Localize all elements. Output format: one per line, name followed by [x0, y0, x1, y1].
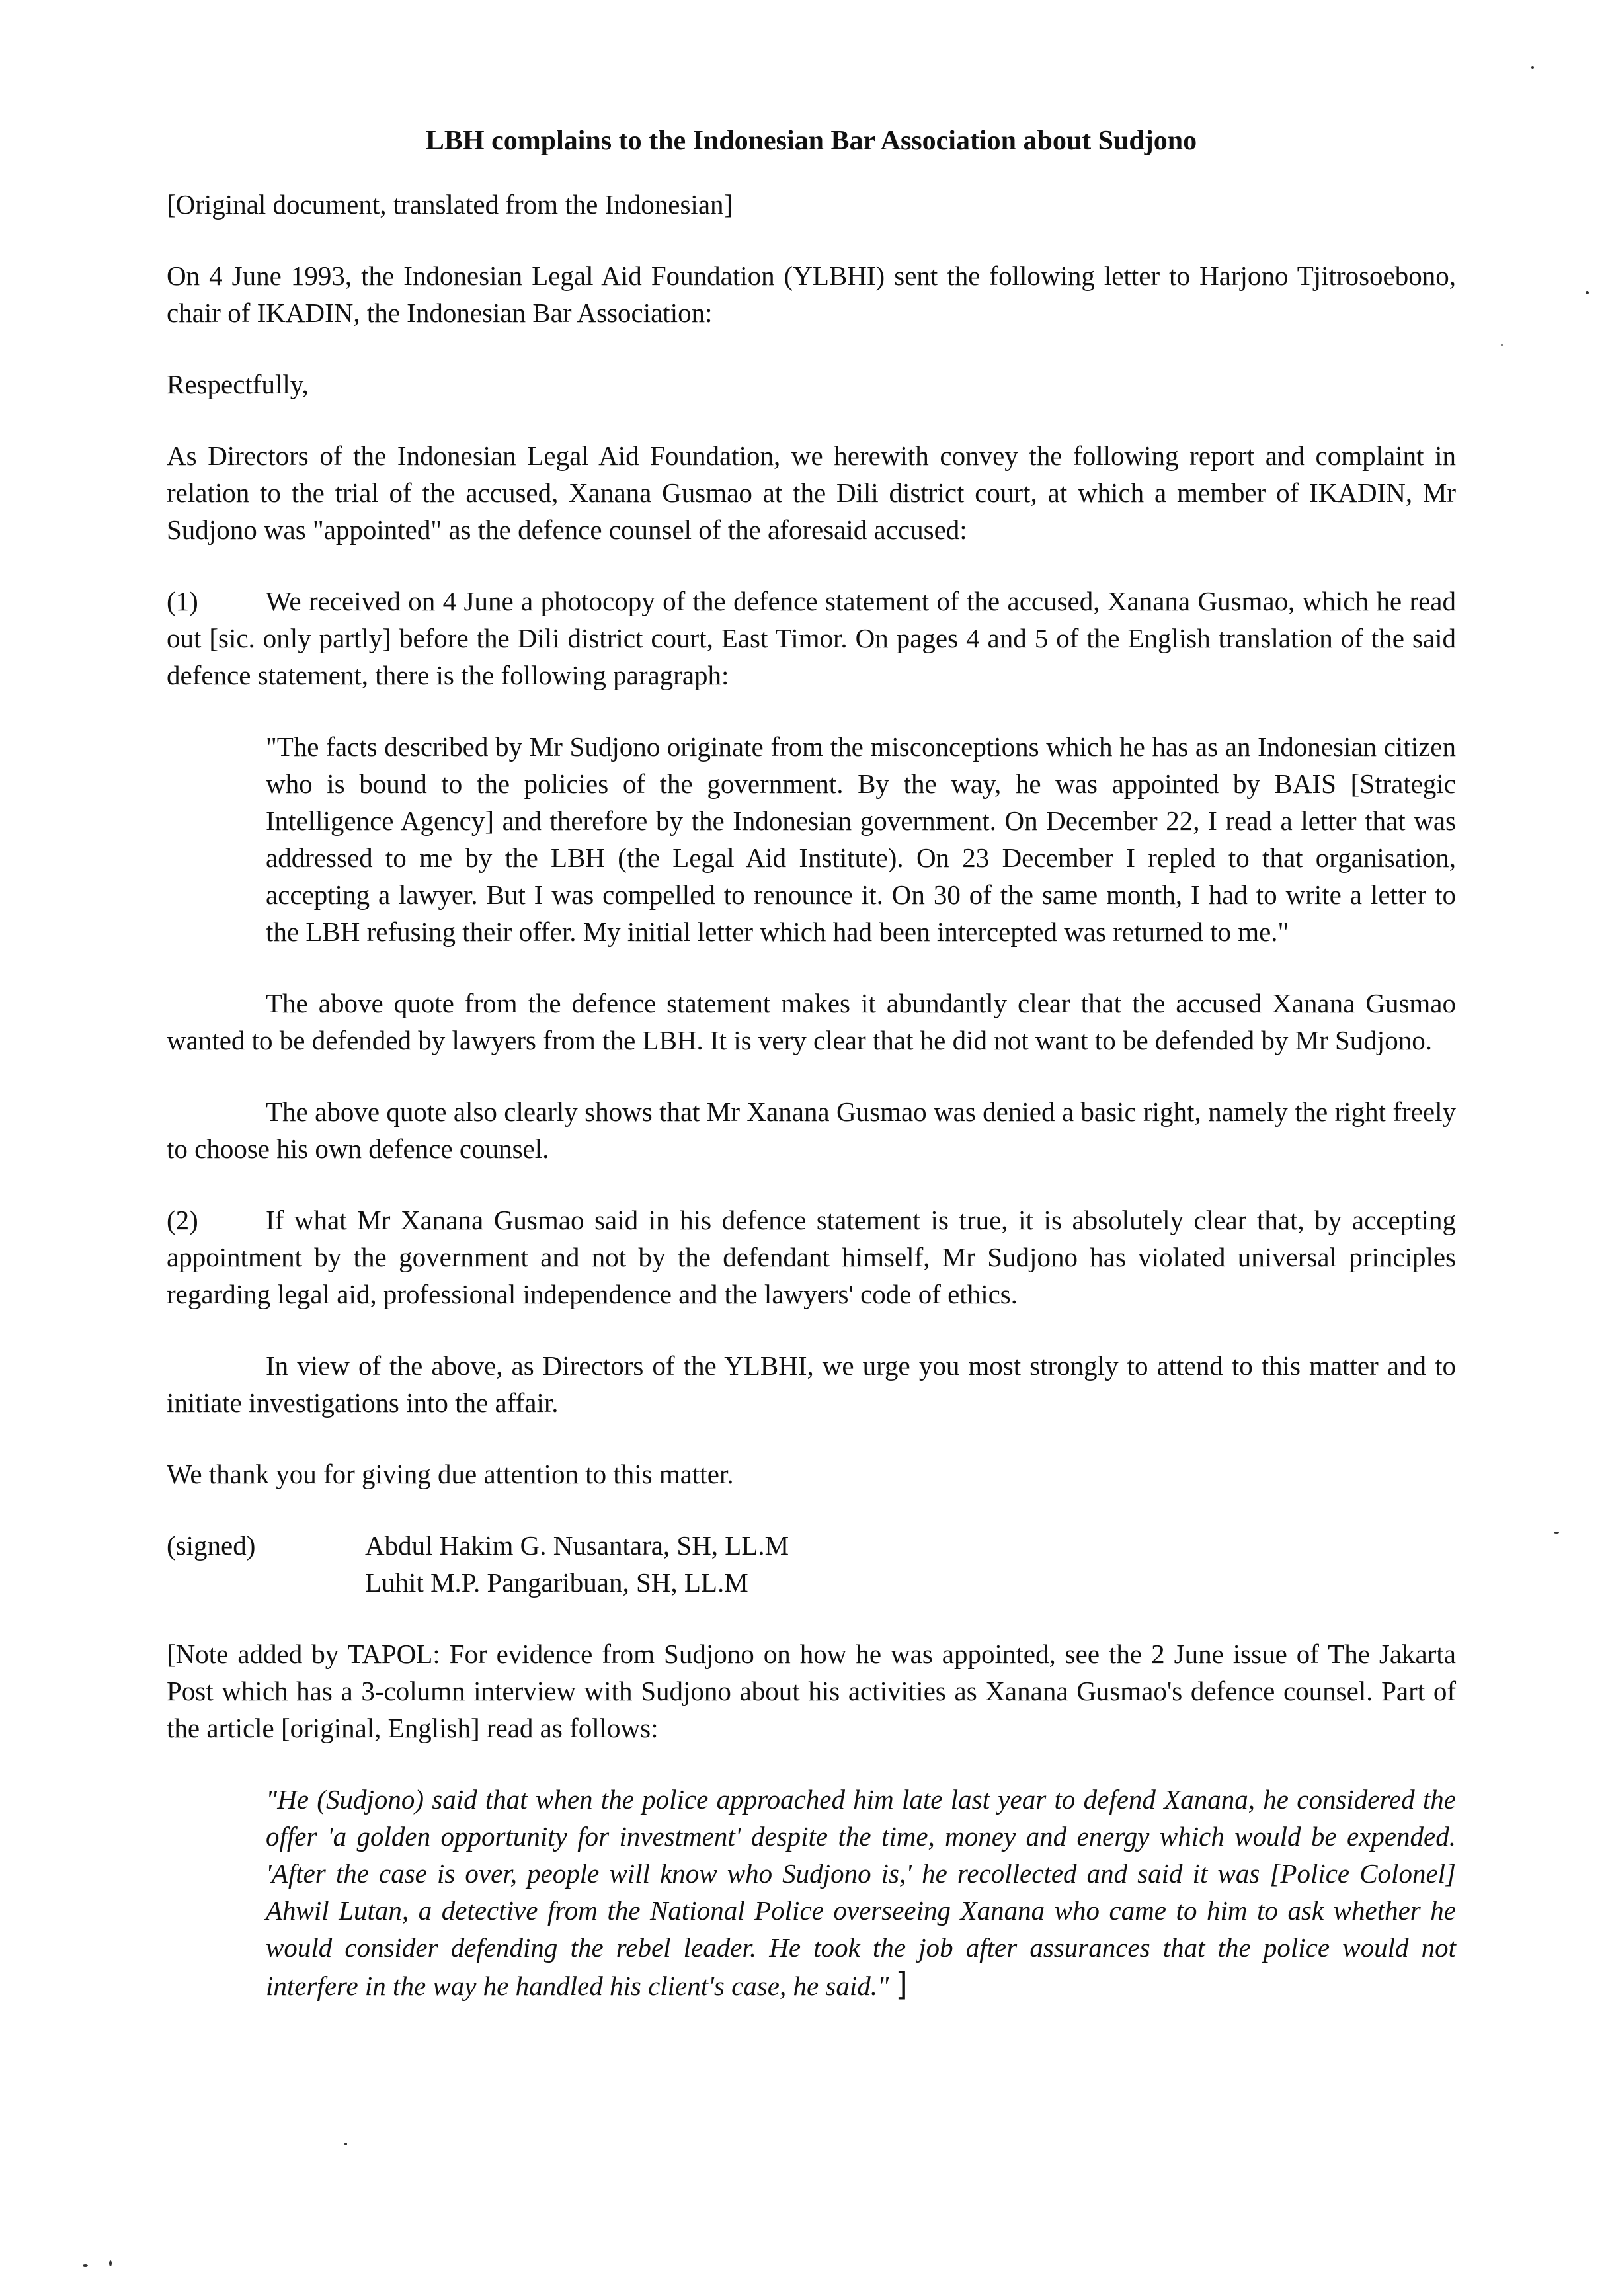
opening-paragraph: As Directors of the Indonesian Legal Aid Foundation, we herewith convey the following report and complaint in relation to the trial of the accused, Xanana Gusmao at the Dili district court, at which a member of IKADIN, Mr Sudjono was "appointed" as the defence counsel of the aforesaid accused:: [167, 440, 1456, 545]
point-1: [167, 583, 1456, 694]
quote-analysis-paragraph: The above quote from the defence statement makes it abundantly clear that the accused Xanana Gusmao wanted to be defended by lawyers from the LBH. It is very clear that he did not want to be defended by Mr Sudjono.: [167, 988, 1456, 1055]
point-1-number: (1): [167, 586, 198, 616]
document-title: LBH complains to the Indonesian Bar Association about Sudjono: [425, 126, 1197, 156]
denied-right-paragraph: The above quote also clearly shows that Mr Xanana Gusmao was denied a basic right, namely the right freely to choose his own defence counsel.: [167, 1096, 1456, 1164]
scan-speck: [83, 2264, 88, 2267]
jakarta-post-quote: [266, 1781, 1456, 2004]
scan-speck: [1586, 291, 1589, 294]
scan-speck: [1501, 344, 1503, 346]
signature-block: [167, 1527, 1456, 1601]
signed-label: (signed): [167, 1530, 256, 1561]
scan-speck: [109, 2260, 112, 2266]
signatories: [365, 1527, 789, 1601]
point-2-number: (2): [167, 1205, 198, 1235]
signatory-2: Luhit M.P. Pangaribuan, SH, LL.M: [365, 1567, 748, 1598]
jakarta-post-quote-text: "He (Sudjono) said that when the police approached him late last year to defend Xanana, he considered the offer 'a golden opportunity for investment' despite the time, money and energy which would be expended. 'After the case is over, people will know who Sudjono is,' he recollected and said it was [Police Colonel] Ahwil Lutan, a detective from the National Police overseeing Xanana who came to him to ask whether he would consider defending the rebel leader. He took the job after assurances that the police would not interfere in the way he handled his client's case, he said.": [266, 1784, 1456, 2001]
closing-bracket-mark: ]: [895, 1966, 908, 2003]
point-2-text: If what Mr Xanana Gusmao said in his defence statement is true, it is absolutely clear that, by accepting appointment by the government and not by the defendant himself, Mr Sudjono has violated universal principles regarding legal aid, professional independence and the lawyers' code of ethics.: [167, 1205, 1456, 1309]
defence-statement-quote: "The facts described by Mr Sudjono originate from the misconceptions which he has as an Indonesian citizen who is bound to the policies of the government. By the way, he was appointed by BAIS [Strategic Intelligence Agency] and therefore by the Indonesian government. On December 22, I read a letter that was addressed to me by the LBH (the Legal Aid Institute). On 23 December I repled to that organisation, accepting a lawyer. But I was compelled to renounce it. On 30 of the same month, I had to write a letter to the LBH refusing their offer. My initial letter which had been intercepted was returned to me.": [266, 731, 1456, 947]
scan-speck: [344, 2143, 347, 2145]
scan-speck: [1554, 1532, 1559, 1534]
document-page: [167, 122, 1456, 2039]
scan-speck: [1531, 66, 1534, 69]
tapol-note: [Note added by TAPOL: For evidence from Sudjono on how he was appointed, see the 2 June issue of The Jakarta Post which has a 3-column interview with Sudjono about his activities as Xanana Gusmao's defence counsel. Part of the article [original, English] read as follows:: [167, 1639, 1456, 1743]
urge-paragraph: In view of the above, as Directors of the YLBHI, we urge you most strongly to attend to this matter and to initiate investigations into the affair.: [167, 1350, 1456, 1418]
point-2: [167, 1202, 1456, 1313]
intro-paragraph: On 4 June 1993, the Indonesian Legal Aid Foundation (YLBHI) sent the following letter to Harjono Tjitrosoebono, chair of IKADIN, the Indonesian Bar Association:: [167, 261, 1456, 328]
point-1-text: We received on 4 June a photocopy of the defence statement of the accused, Xanana Gusmao, which he read out [sic. only partly] before the Dili district court, East Timor. On pages 4 and 5 of the English translation of the said defence statement, there is the following paragraph:: [167, 586, 1456, 690]
signatory-1: Abdul Hakim G. Nusantara, SH, LL.M: [365, 1530, 789, 1561]
thanks-paragraph: We thank you for giving due attention to this matter.: [167, 1459, 734, 1489]
source-note: [Original document, translated from the Indonesian]: [167, 189, 733, 220]
salutation: Respectfully,: [167, 369, 309, 399]
